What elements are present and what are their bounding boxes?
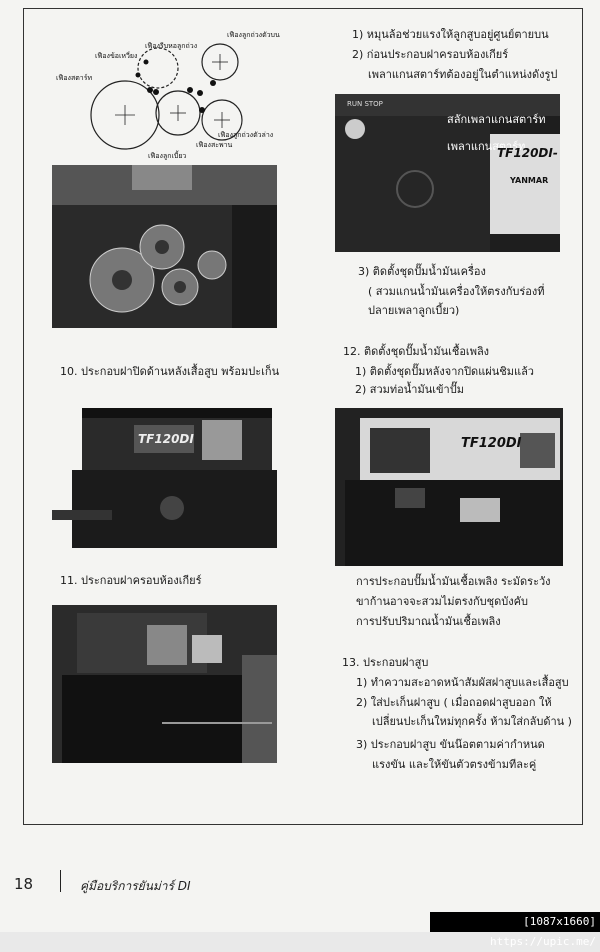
diagram-label-starter: เฟืองสตาร์ท	[56, 74, 93, 82]
step-12-heading: 12. ติดตั้งชุดปั๊มน้ำมันเชื้อเพลิง	[343, 345, 490, 358]
step-13-item-2: 2) ใส่ปะเก็นฝาสูบ ( เมื่อถอดฝาสูบออก ให้	[356, 696, 552, 709]
instruction-1: 1) หมุนล้อช่วยแรงให้ลูกสูบอยู่ศูนย์ตายบน	[352, 28, 549, 41]
starter-photo-brand: YANMAR	[510, 176, 549, 185]
diagram-label-upper-balancer: เฟืองลูกถ่วงตัวบน	[227, 31, 280, 39]
gear-cover-photo	[52, 605, 277, 763]
diagram-label-lower-balancer: เฟืองลูกถ่วงตัวล่าง	[218, 131, 274, 139]
rear-cover-photo	[52, 390, 277, 548]
idler-gear-circle	[138, 48, 178, 88]
instruction-2-detail: เพลาแกนสตาร์ทต้องอยู่ในตำแหน่งดังรูป	[368, 68, 558, 81]
page-number: 18	[14, 875, 34, 893]
diagram-label-cam: เฟืองลูกเบี้ยว	[148, 152, 187, 160]
gear-train-photo	[52, 165, 277, 328]
step-13-item-3-detail: แรงขัน และให้ขันตัวตรงข้ามทีละคู่	[372, 758, 537, 771]
step-13-item-3: 3) ประกอบฝาสูบ ขันน๊อตตามค่ากำหนด	[356, 738, 545, 751]
starter-shaft-photo	[335, 94, 560, 252]
caution-line-3: การปรับปริมาณน้ำมันเชื้อเพลิง	[356, 615, 501, 628]
step-13-heading: 13. ประกอบฝาสูบ	[342, 656, 429, 669]
diagram-label-idler: เฟืองสะพาน	[196, 141, 233, 149]
fuel-pump-photo	[335, 408, 563, 566]
step-13-item-1: 1) ทำความสะอาดหน้าสัมผัสฝาสูบและเสื้อสูบ	[356, 676, 569, 689]
instruction-3-detail-2: ปลายเพลาลูกเบี้ยว)	[368, 304, 460, 317]
diagram-label-balancer-idler: เฟืองรีบหอลูกถ่วง	[145, 42, 198, 50]
step-12-item-1: 1) ติดตั้งชุดปั๊มหลังจากปิดแผ่นชิมแล้ว	[355, 365, 534, 378]
step-10-heading: 10. ประกอบฝาปิดด้านหลังเสื้อสูบ พร้อมปะเก็น	[60, 365, 280, 378]
footer-divider	[60, 870, 61, 892]
starter-photo-model: TF120DI-	[497, 146, 558, 160]
run-stop-plate: RUN STOP	[347, 100, 383, 108]
watermark: [1087x1660] https://upic.me/	[430, 912, 600, 932]
step-11-heading: 11. ประกอบฝาครอบห้องเกียร์	[60, 574, 202, 587]
rear-cover-photo-model: TF120DI	[138, 432, 194, 446]
manual-title: คู่มือบริการยันม่าร์ DI	[80, 879, 191, 893]
fuel-pump-photo-model: TF120DI	[461, 436, 522, 451]
instruction-2: 2) ก่อนประกอบฝาครอบห้องเกียร์	[352, 48, 509, 61]
instruction-3: 3) ติดตั้งชุดปั๊มน้ำมันเครื่อง	[358, 265, 486, 278]
diagram-label-crank: เฟืองข้อเหวี่ยง	[95, 52, 138, 60]
instruction-3-detail: ( สวมแกนน้ำมันเครื่องให้ตรงกับร่องที่	[368, 285, 545, 298]
starter-pin-label: สลักเพลาแกนสตาร์ท	[447, 113, 546, 126]
starter-shaft-label: เพลาแกนสตาร์ท	[447, 140, 526, 153]
step-13-item-2-detail: เปลี่ยนปะเก็นใหม่ทุกครั้ง ห้ามใส่กลับด้าน )	[372, 715, 572, 728]
caution-line-2: ขาก้านอาจจะสวมไม่ตรงกับชุดบังคับ	[356, 595, 528, 608]
step-12-item-2: 2) สวมท่อน้ำมันเข้าปั๊ม	[355, 383, 464, 396]
caution-line-1: การประกอบปั๊มน้ำมันเชื้อเพลิง ระมัดระวัง	[356, 575, 551, 588]
